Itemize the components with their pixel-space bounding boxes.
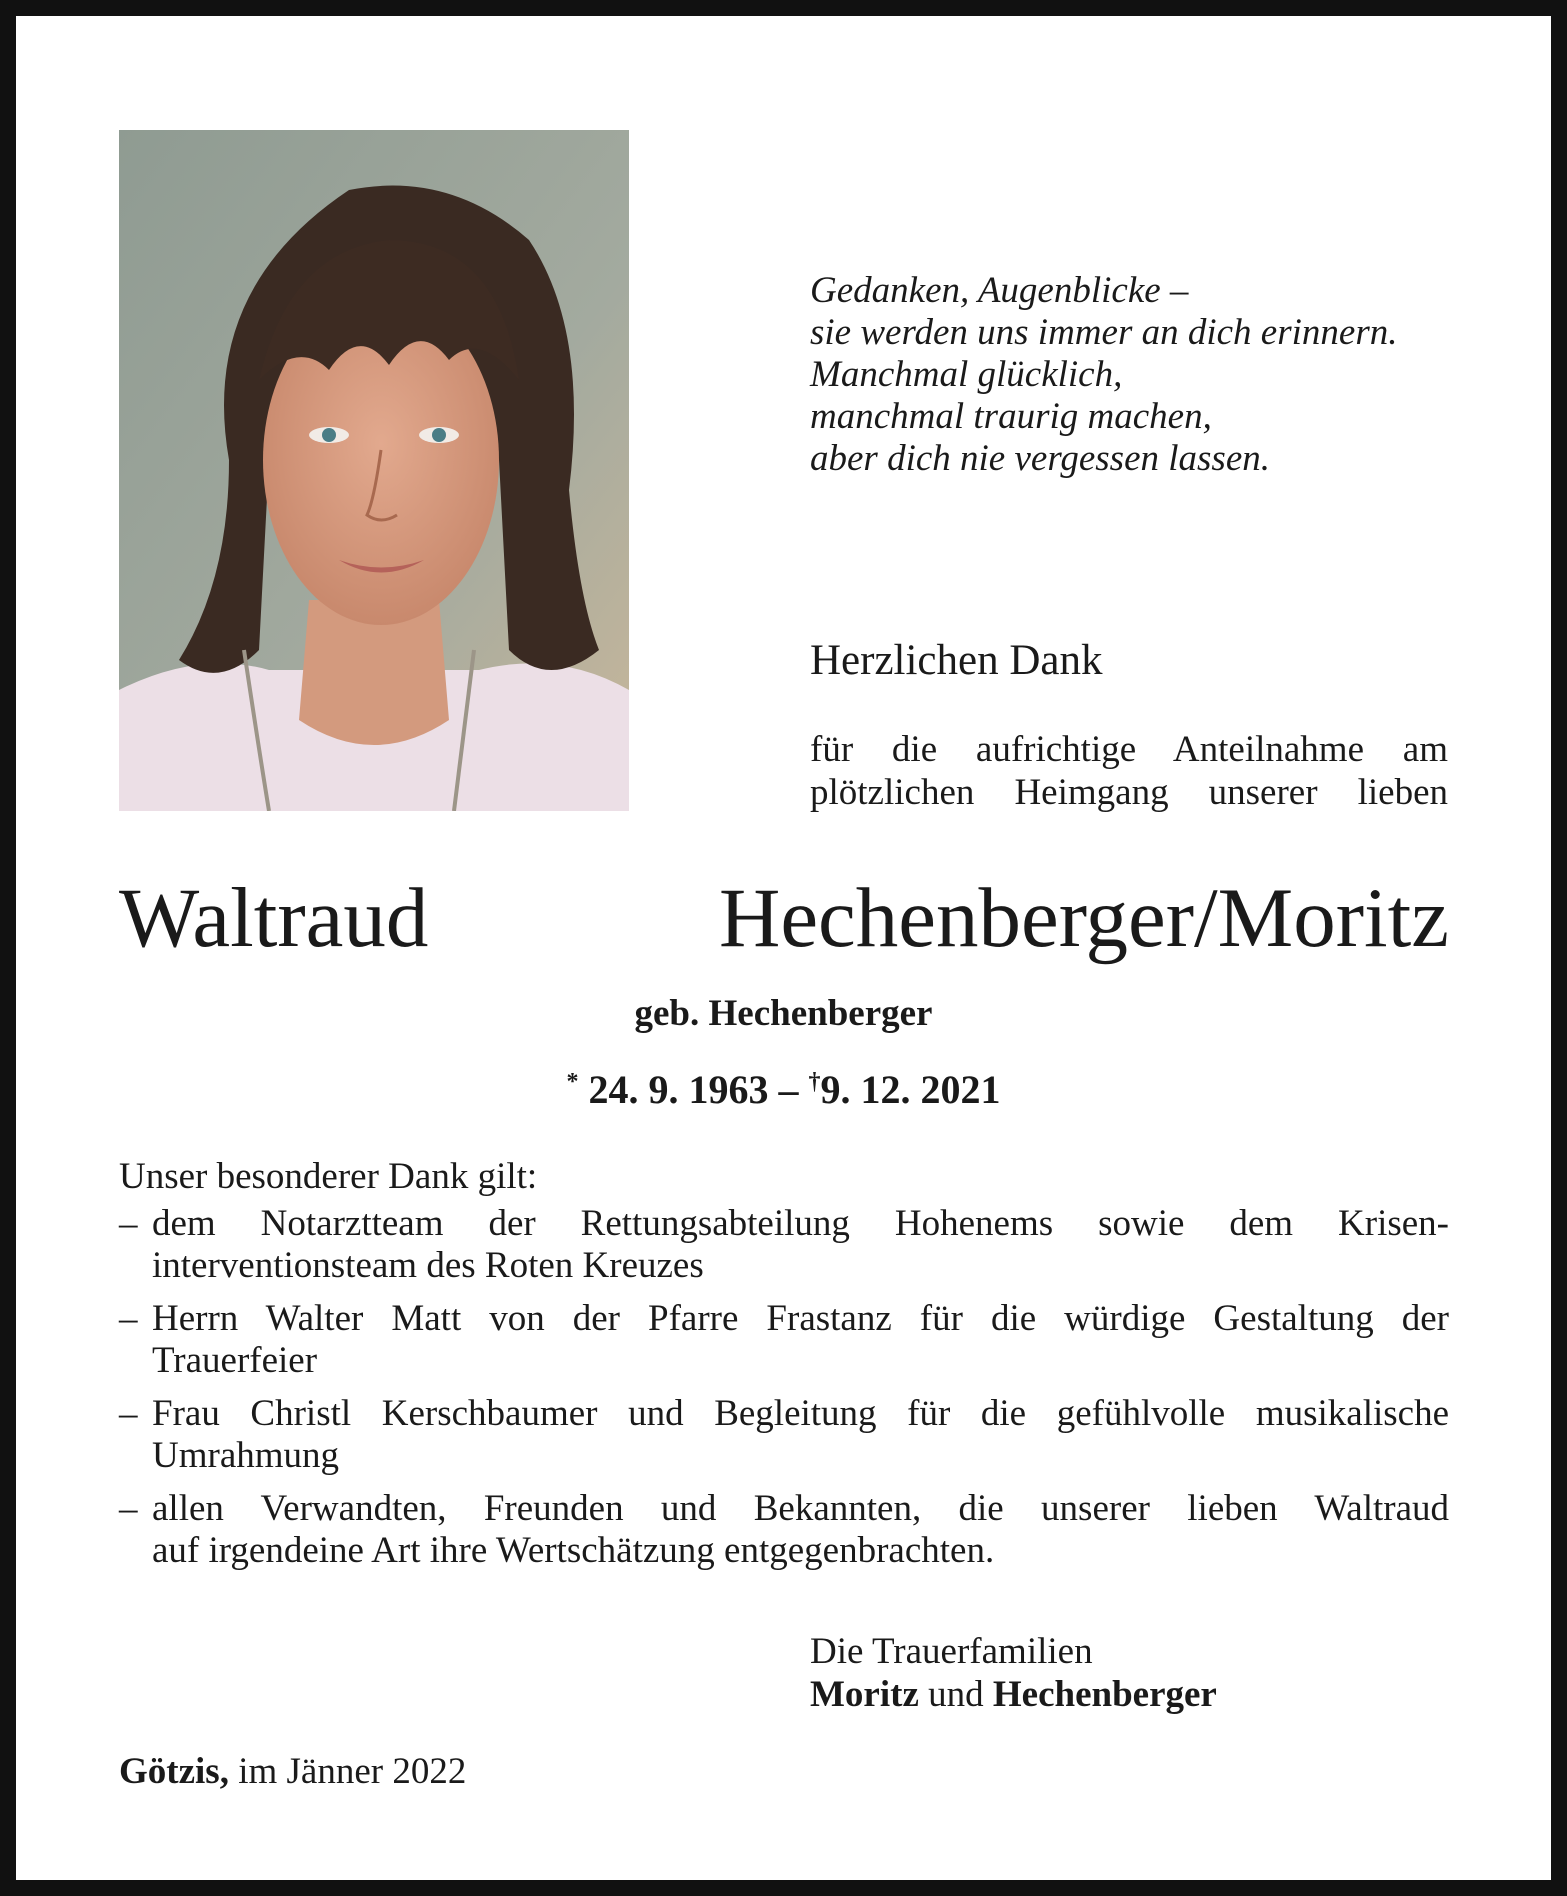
dash-bullet: – xyxy=(119,1298,138,1339)
portrait-photo xyxy=(119,130,629,811)
date: im Jänner 2022 xyxy=(238,1751,467,1792)
death-date: 9. 12. 2021 xyxy=(820,1067,1001,1112)
list-item xyxy=(119,1488,1449,1572)
thanks-text xyxy=(810,728,1448,814)
acknowledgements-heading: Unser besonderer Dank gilt: xyxy=(119,1156,538,1197)
list-item-line: Umrahmung xyxy=(152,1435,340,1476)
list-item-line: Frau Christl Kerschbaumer und Begleitung für die gefühlvolle musikalische xyxy=(152,1393,1449,1434)
thanks-heading: Herzlichen Dank xyxy=(810,637,1103,684)
signature-line: Die Trauerfamilien xyxy=(810,1631,1093,1672)
acknowledgements-list xyxy=(119,1203,1449,1583)
deceased-name: Waltraud Hechenberger/Moritz xyxy=(119,871,1449,965)
signature-block xyxy=(810,1630,1470,1716)
dash-bullet: – xyxy=(119,1203,138,1244)
poem-line: Gedanken, Augenblicke – xyxy=(810,270,1189,311)
death-symbol: † xyxy=(808,1069,821,1095)
poem-line: sie werden uns immer an dich erinnern. xyxy=(810,312,1398,353)
dash-bullet: – xyxy=(119,1393,138,1434)
list-item xyxy=(119,1393,1449,1477)
birth-date: 24. 9. 1963 xyxy=(588,1067,769,1112)
birth-name: geb. Hechenberger xyxy=(634,993,933,1034)
list-item xyxy=(119,1298,1449,1382)
list-item-line: Herrn Walter Matt von der Pfarre Frastanz für die würdige Gestaltung der xyxy=(152,1298,1449,1339)
date-separator: – xyxy=(778,1067,799,1112)
list-item xyxy=(119,1203,1449,1287)
family-name: Moritz xyxy=(810,1674,919,1715)
dash-bullet: – xyxy=(119,1488,138,1529)
poem-line: Manchmal glücklich, xyxy=(810,354,1123,395)
memorial-poem xyxy=(810,270,1470,480)
list-item-line: allen Verwandten, Freunden und Bekannten, die unserer lieben Waltraud xyxy=(152,1488,1449,1529)
conjunction: und xyxy=(928,1674,984,1715)
family-name: Hechenberger xyxy=(992,1674,1217,1715)
poem-line: aber dich nie vergessen lassen. xyxy=(810,438,1270,479)
birth-symbol: * xyxy=(566,1069,579,1095)
family-names xyxy=(810,1673,1470,1716)
poem-line: manchmal traurig machen, xyxy=(810,396,1212,437)
list-item-line: dem Notarztteam der Rettungsabteilung Hohenems sowie dem Krisen- xyxy=(152,1203,1449,1244)
town: Götzis, xyxy=(119,1751,229,1792)
list-item-line: interventionsteam des Roten Kreuzes xyxy=(152,1245,704,1286)
thanks-line: plötzlichen Heimgang unserer lieben xyxy=(810,772,1448,813)
thanks-line: für die aufrichtige Anteilnahme am xyxy=(810,729,1448,770)
list-item-line: auf irgendeine Art ihre Wertschätzung entgegenbrachten. xyxy=(152,1530,995,1571)
life-dates xyxy=(0,1058,1567,1114)
place-date xyxy=(119,1750,819,1794)
list-item-line: Trauerfeier xyxy=(152,1340,318,1381)
